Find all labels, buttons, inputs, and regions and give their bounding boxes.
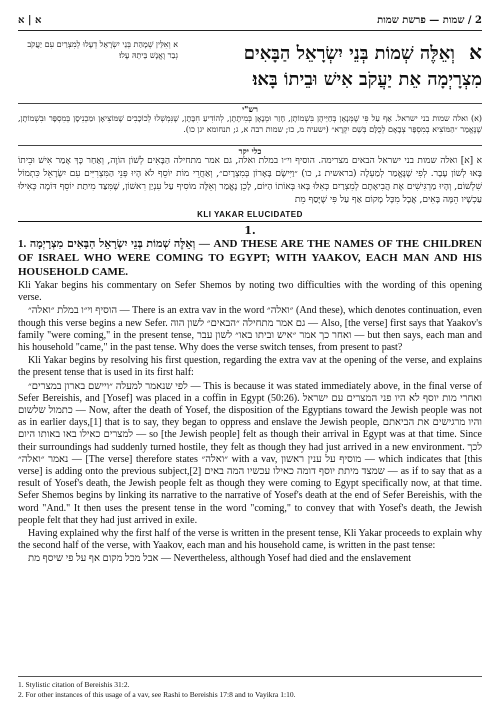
elucidation-body [18,237,482,566]
onkelos-text: א וְאִלֵּין שְׁמָהַת בְּנֵי יִשְׂרָאֵל דְעָלוּ לְמִצְרַיִם עִם יַעֲקֹב גְבַר וֶאֱנָשׁ בֵּיתֵהּ עָלוּ׃ [27,40,178,60]
kli-yakar-label: כלי יקר [231,146,270,156]
section-number: 1. [244,224,256,237]
elucidation-paragraph: הוסיף וי״ו במלת ״ואלה״ — There is an extra vav in the word ״ואלה״ (And these), which denotes continuation, even though this verse begins a new Sefer. גם אמר מתחילה ״הבאים״ לשון הוה — Also, [the verse] first says that Yaakov's family "were coming," in the present tense, ואחר כך אמר ״איש וביתו באו״ לשון עבר — but then says, each man and his household "came," in the past tense. Why does the verse switch tenses, from present to past? [18,305,483,354]
verse-number: א [469,40,482,64]
kli-yakar-commentary: א [א] ואלה שמות בני ישראל הבאים מצרימה. הוסיף וי״ו במלת ואלה, גם אמר מתחילה הַבָּאִים לְשׁוֹן הוֹוֶה, וְאַחַר כָּךְ אָמַר אִישׁ וּבֵיתוֹ בָּאוּ לְשׁוֹן עָבָר. לְפִי שֶׁנֶּאֱמַר לְמַעְלָה (בראשית נ, כו) ״וַיִּישֶׂם בָּאָרוֹן בְּמִצְרָיִם״, וְאַחֲרֵי מוֹת יוֹסֵף לֹא הָיוּ פְּנֵי הַמִּצְרִיִּים עִם יִשְׂרָאֵל כִּתְמוֹל שִׁלְשׁוֹם, וְהָיוּ מַרְגִּישִׁים אֶת הֲבִיאָתָם לְמִצְרַיִם כְּאִלּוּ בָּאוּ בְּאוֹתוֹ הַיּוֹם, לָכֵן נֶאֱמַר וְאֵלֶּה מוֹסִיף עַל עִנְיַן רִאשׁוֹן, שֶׁמִּצַּד מִיתַת יוֹסֵף דּוֹמֶה כְּאִילּוּ עַכְשָׁיו הֵמָּה בָּאִים, אֲבָל מִכָּל מָקוֹם אַף עַל פִּי שֶׁיָּסַף מֵת [18,156,482,205]
verse-text: וְאֵלֶּה שְׁמוֹת בְּנֵי יִשְׂרָאֵל הַבָּאִים מִצְרָיְמָה אֵת יַעֲקֹב אִישׁ וּבֵיתוֹ בָּאוּ׃ [243,43,482,90]
elucidation-paragraph: לפי שנאמר למעלה ״ויישם בארון במצרים״ — This is because it was stated immediately above, in the final verse of Sefer Bereishis, and [Yosef] was placed in a coffin in Egypt (50:26). ואחרי מות יוסף לא היו פני המצרים עם ישראל כתמול שלשום — Now, after the death of Yosef, the disposition of the Egyptians toward the Jewish people was not as in earlier days,[1] that is to say, they began to oppress and enslave the Jewish people, והיו מרגישים את הביאתם למצרים כאילו באו באותו היום — so [the Jewish people] felt as though their arrival in Egypt was at that time. Since their surroundings had suddenly turned hostile, they felt as though they had just arrived in a new environment. לכך נאמר ״ואלה״ — [The verse] therefore states ״ואלה״ with a vav, מוסיף על ענין ראשון — which indicates that [this verse] is adding onto the previous subject,[2] שמצד מיתת יוסף דומה כאילו עכשיו המה באים — as if to say that as a result of Yosef's death, the Jewish people felt as though they were coming to Egypt specifically now, at that time. Sefer Shemos begins by linking its narrative to the narrative of Yosef's death at the end of Sefer Bereishis, with the word "And." It then uses the present tense in the word "coming," to convey that with Yosef's death, the Jewish people felt that they had just arrived in exile. [18,380,483,526]
kli-yakar-divider [18,139,482,156]
elucidation-paragraph: Having explained why the first half of the verse is written in the present tense, Kli Yakar proceeds to explain why the second half of the verse, with Yaakov, each man and his household came, is written in the past tense: [18,528,482,552]
rashi-divider [18,97,482,114]
elucidation-paragraph: אבל מכל מקום אף על פי שיסף מת — Nevertheless, although Yosef had died and the enslavement [28,553,411,565]
rashi-label: רש"י [234,104,266,114]
elucidation-paragraph: Kli Yakar begins his commentary on Sefer Shemos by noting two difficulties with the wording of this opening verse. [18,280,482,304]
footnotes [18,676,482,700]
main-verse [178,39,482,93]
footnote: 2. For other instances of this usage of a vav, see Rashi to Bereishis 17:8 and to Vayikra 1:10. [18,690,296,699]
running-header [18,10,482,31]
elucidated-banner: KLI YAKAR ELUCIDATED [18,210,482,222]
rashi-commentary: (א) ואלה שמות בני ישראל. אַף עַל פִּי שֶׁמְּנָאָן בְּחַיֵּיהֶן בִּשְׁמוֹתָן, חָזַר וּמְנָאָן בְּמִיתָתָן, לְהוֹדִיעַ חִבָּתָן, שֶׁנִּמְשְׁלוּ לְכוֹכָבִים שֶׁמּוֹצִיאָן וּמַכְנִיסָן בְּמִסְפָּר וּבִשְׁמוֹתָן, שֶׁנֶּאֱמַר ״הַמּוֹצִיא בְמִסְפָּר צְבָאָם לְכֻלָּם בְּשֵׁם יִקְרָא״ (ישעיה מ, כו; שמות רבה א, ג; תנחומא יגן כו). [18,114,483,134]
header-book-parsha: 2 / שמות — פרשת שמות [377,14,482,26]
verse-block [18,39,482,93]
footnote: 1. Stylistic citation of Bereishis 31:2. [18,680,130,689]
elucidation-heading: 1. וְאֵלֶּה שְׁמוֹת בְּנֵי יִשְׂרָאֵל הַבָּאִים מִצְרָיְמָה — AND THESE ARE THE NAMES OF THE CHILDREN OF ISRAEL WHO WERE COMING TO EGYPT; WITH YAAKOV, EACH MAN AND HIS HOUSEHOLD CAME. [18,238,482,278]
elucidation-paragraph: Kli Yakar begins by resolving his first question, regarding the extra vav at the opening of the verse, and explains the present tense that is used in its first half: [18,355,482,379]
header-chapter-ref: א | א [18,14,42,26]
